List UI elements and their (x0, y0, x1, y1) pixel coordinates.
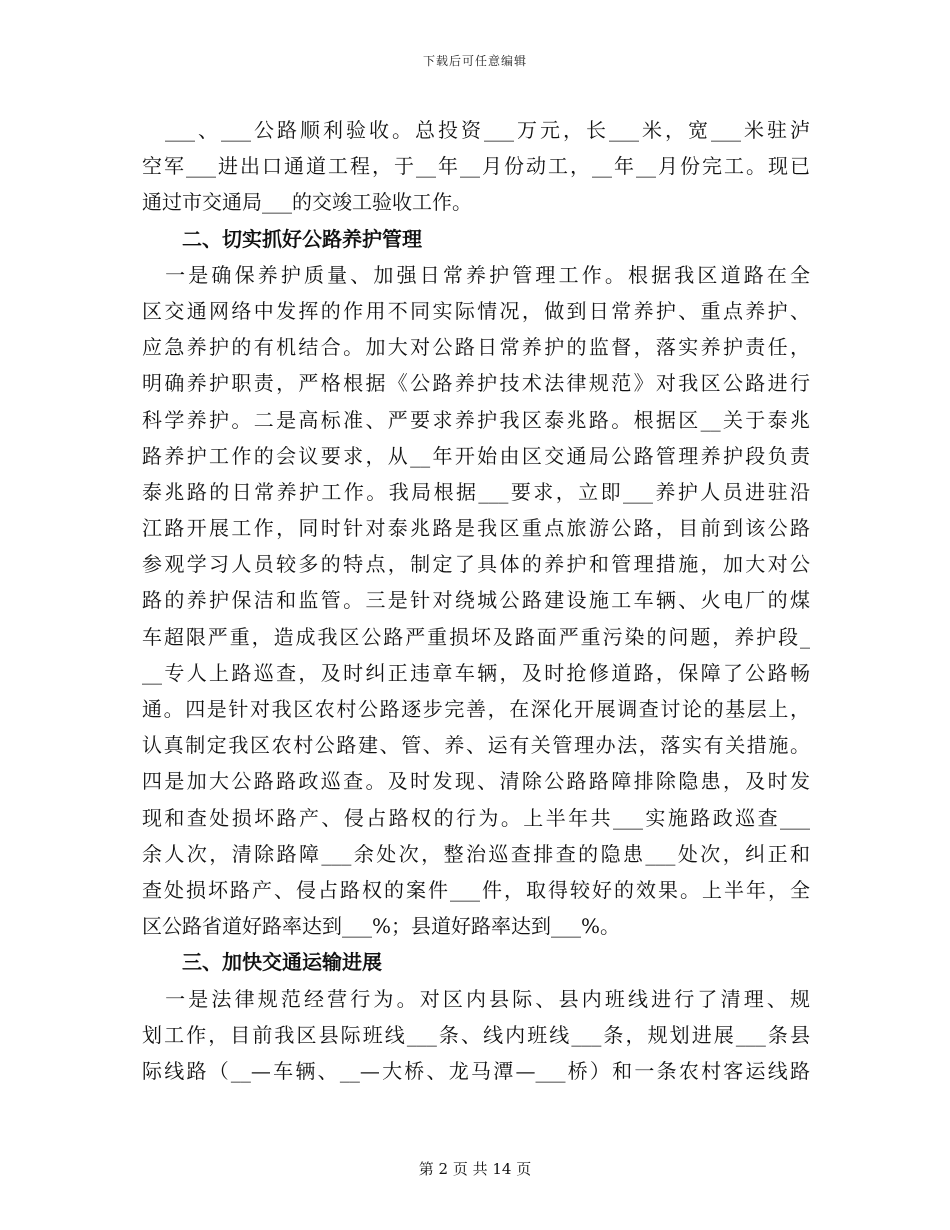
paragraph-line: 际线路（__—车辆、__—大桥、龙马潭—___桥）和一条农村客运线路 (142, 1058, 810, 1083)
paragraph-line: __专人上路巡查，及时纠正违章车辆，及时抢修道路，保障了公路畅 (142, 660, 810, 685)
paragraph-line: 四是加大公路路政巡查。及时发现、清除公路路障排除隐患，及时发 (142, 769, 810, 794)
paragraph-line: 空军___进出口通道工程，于__年__月份动工，__年__月份完工。现已 (142, 154, 810, 179)
document-body (142, 112, 810, 1089)
paragraph-line: 查处损坏路产、侵占路权的案件___件，取得较好的效果。上半年，全 (142, 877, 810, 902)
paragraph-line: 科学养护。二是高标准、严要求养护我区泰兆路。根据区__关于泰兆 (142, 407, 810, 432)
paragraph-line: 参观学习人员较多的特点，制定了具体的养护和管理措施，加大对公 (142, 552, 810, 577)
paragraph-line: 认真制定我区农村公路建、管、养、运有关管理办法，落实有关措施。 (142, 733, 810, 758)
paragraph-line: 明确养护职责，严格根据《公路养护技术法律规范》对我区公路进行 (142, 371, 810, 396)
paragraph-line: 余人次，清除路障___余处次，整治巡查排查的隐患___处次，纠正和 (142, 841, 810, 866)
paragraph-line: 通过市交通局___的交竣工验收工作。 (142, 190, 472, 215)
paragraph-line: 区交通网络中发挥的作用不同实际情况，做到日常养护、重点养护、 (142, 298, 810, 323)
paragraph-line: 应急养护的有机结合。加大对公路日常养护的监督，落实养护责任， (142, 335, 810, 360)
paragraph-line: 一是确保养护质量、加强日常养护管理工作。根据我区道路在全 (142, 262, 810, 287)
paragraph-line: 车超限严重，造成我区公路严重损坏及路面严重污染的问题，养护段_ (142, 624, 810, 649)
page-number-footer: 第 2 页 共 14 页 (418, 1160, 532, 1178)
page-header-note: 下载后可任意编辑 (422, 54, 527, 68)
paragraph-line: 江路开展工作，同时针对泰兆路是我区重点旅游公路，目前到该公路 (142, 516, 810, 541)
paragraph-line: 划工作，目前我区县际班线___条、线内班线___条，规划进展___条县 (142, 1022, 810, 1047)
paragraph-line: 泰兆路的日常养护工作。我局根据___要求，立即___养护人员进驻沿 (142, 479, 810, 504)
paragraph-line: 路的养护保洁和监管。三是针对绕城公路建设施工车辆、火电厂的煤 (142, 588, 810, 613)
section-heading: 二、切实抓好公路养护管理 (182, 226, 422, 251)
section-heading: 三、加快交通运输进展 (182, 950, 382, 975)
paragraph-line: 通。四是针对我区农村公路逐步完善，在深化开展调查讨论的基层上， (142, 697, 810, 721)
paragraph-line: ___、___公路顺利验收。总投资___万元，长___米，宽___米驻泸 (142, 118, 810, 142)
paragraph-line: 路养护工作的会议要求，从__年开始由区交通局公路管理养护段负责 (142, 443, 810, 468)
paragraph-line: 区公路省道好路率达到___%；县道好路率达到___%。 (142, 914, 621, 939)
paragraph-line: 现和查处损坏路产、侵占路权的行为。上半年共___实施路政巡查___ (142, 805, 810, 830)
paragraph-line: 一是法律规范经营行为。对区内县际、县内班线进行了清理、规 (142, 986, 810, 1011)
